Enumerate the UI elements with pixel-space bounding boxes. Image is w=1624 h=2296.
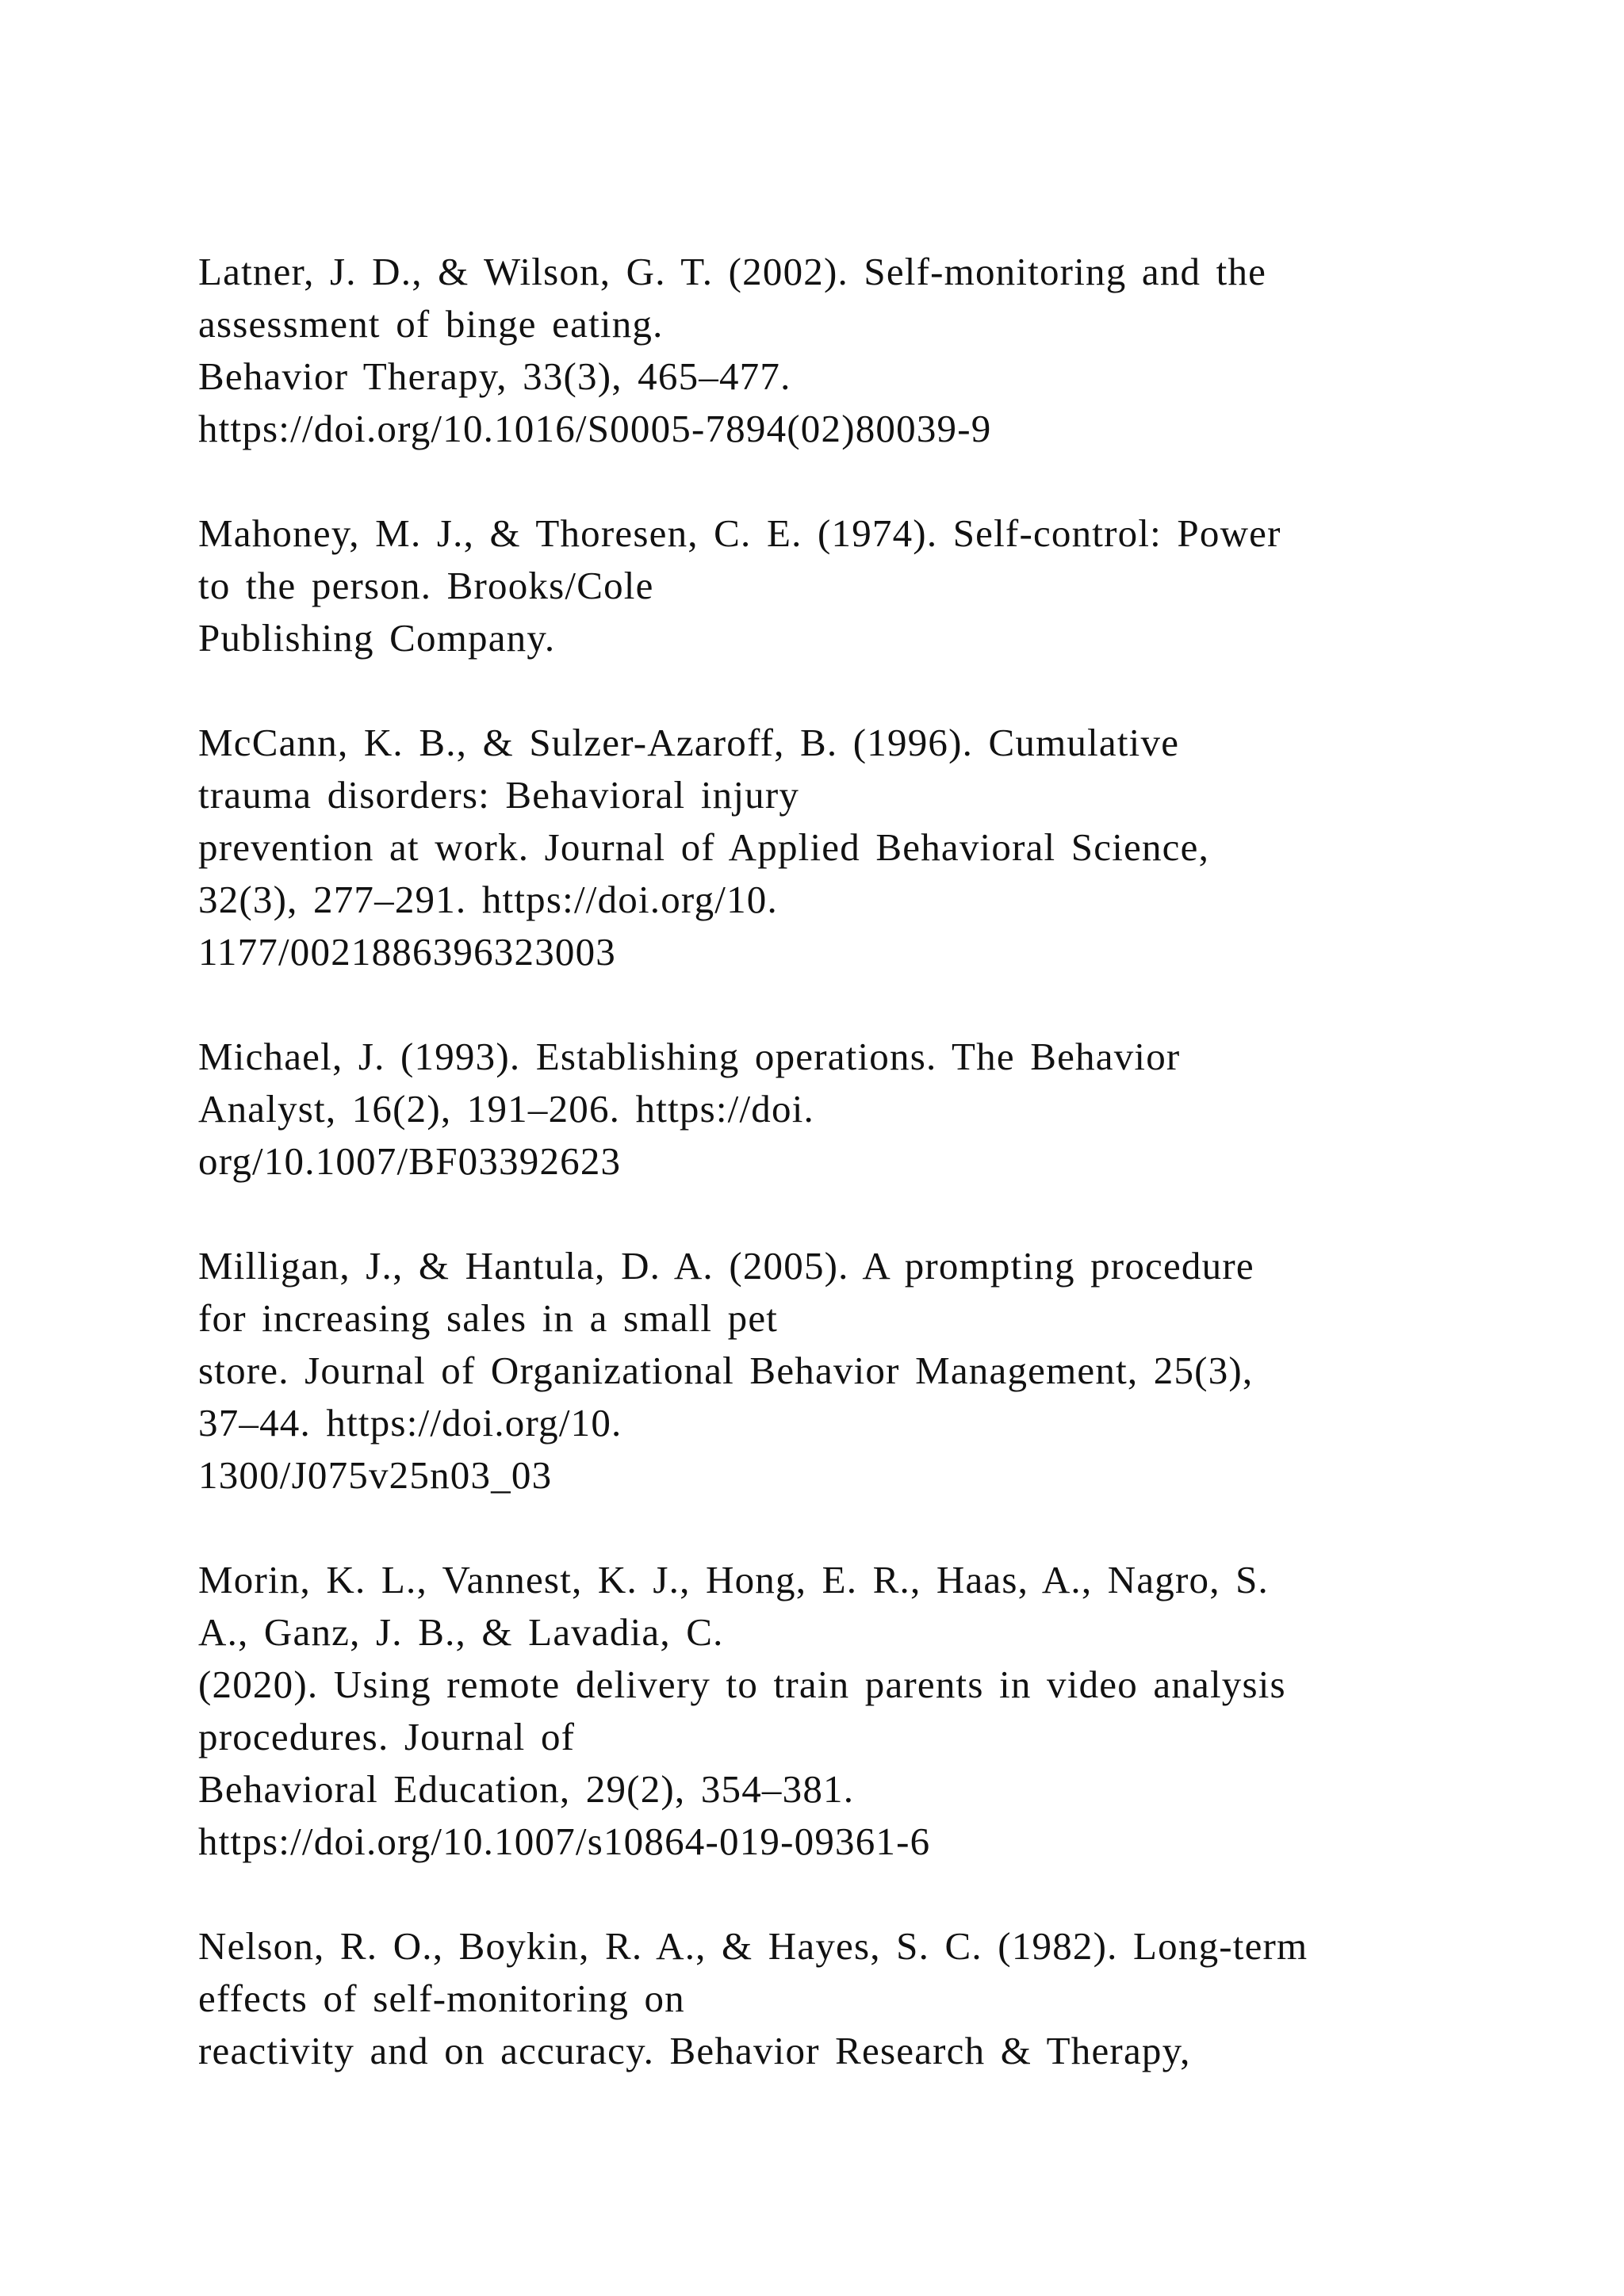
reference-line: assessment of binge eating. [198,302,664,346]
reference-line: Morin, K. L., Vannest, K. J., Hong, E. R., Haas, A., Nagro, S. [198,1558,1270,1601]
reference-line: 1300/J075v25n03_03 [198,1453,553,1497]
reference-line: trauma disorders: Behavioral injury [198,773,800,817]
reference-line: reactivity and on accuracy. Behavior Research & Therapy, [198,2029,1191,2072]
reference-entry-milligan [198,1240,1483,1502]
reference-line: https://doi.org/10.1016/S0005-7894(02)80039-9 [198,407,992,450]
reference-line: Behavioral Education, 29(2), 354–381. [198,1767,855,1811]
reference-entry-nelson [198,1920,1483,2077]
reference-entry-morin [198,1554,1483,1868]
reference-line: McCann, K. B., & Sulzer-Azaroff, B. (1996). Cumulative [198,721,1180,764]
reference-line: 1177/0021886396323003 [198,930,616,974]
reference-line: store. Journal of Organizational Behavior Management, 25(3), [198,1349,1254,1392]
reference-line: for increasing sales in a small pet [198,1296,779,1340]
reference-line: A., Ganz, J. B., & Lavadia, C. [198,1610,724,1654]
reference-entry-michael [198,1031,1483,1188]
reference-line: Nelson, R. O., Boykin, R. A., & Hayes, S. C. (1982). Long-term [198,1924,1308,1968]
reference-line: Michael, J. (1993). Establishing operations. The Behavior [198,1035,1181,1078]
reference-entry-mahoney [198,507,1483,664]
reference-line: Mahoney, M. J., & Thoresen, C. E. (1974). Self-control: Power [198,511,1281,555]
reference-line: Publishing Company. [198,616,556,660]
reference-line: Analyst, 16(2), 191–206. https://doi. [198,1087,814,1131]
reference-line: Milligan, J., & Hantula, D. A. (2005). A prompting procedure [198,1244,1254,1288]
reference-line: Behavior Therapy, 33(3), 465–477. [198,354,791,398]
reference-line: org/10.1007/BF03392623 [198,1139,622,1183]
reference-entry-latner [198,246,1483,455]
reference-line: effects of self-monitoring on [198,1976,685,2020]
reference-line: to the person. Brooks/Cole [198,564,654,607]
reference-line: 32(3), 277–291. https://doi.org/10. [198,878,778,921]
reference-line: 37–44. https://doi.org/10. [198,1401,622,1445]
reference-line: https://doi.org/10.1007/s10864-019-09361-6 [198,1820,931,1863]
reference-line: Latner, J. D., & Wilson, G. T. (2002). Self-monitoring and the [198,250,1267,293]
reference-line: procedures. Journal of [198,1715,576,1758]
reference-list [198,246,1483,2130]
reference-line: prevention at work. Journal of Applied Behavioral Science, [198,825,1210,869]
reference-line: (2020). Using remote delivery to train parents in video analysis [198,1663,1286,1706]
reference-entry-mccann [198,717,1483,978]
